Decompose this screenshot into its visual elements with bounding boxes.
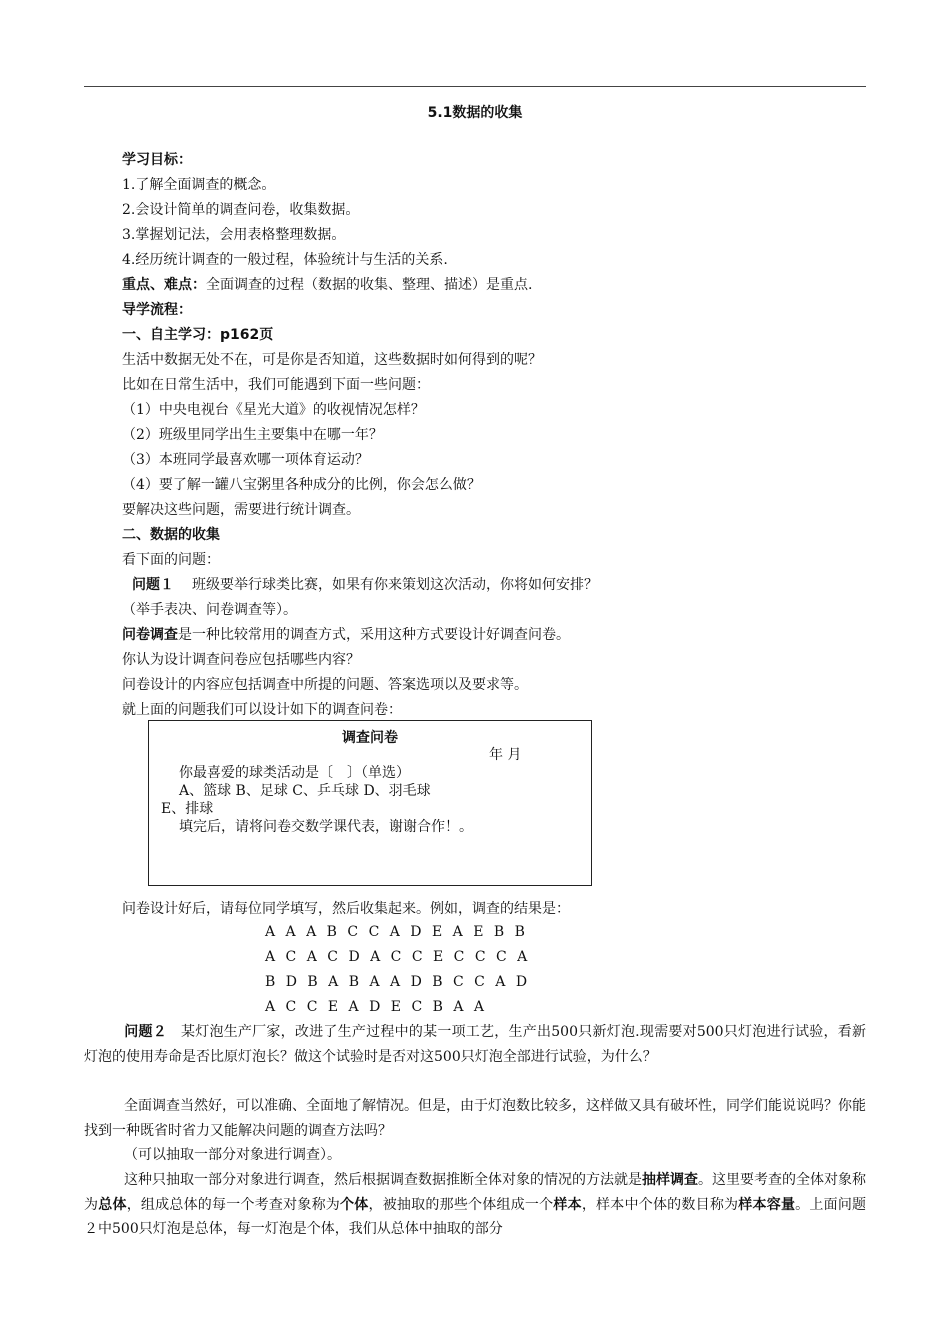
- question2-paragraph: [84, 1020, 866, 1069]
- section1-line: 要解决这些问题，需要进行统计调查。: [122, 502, 360, 518]
- survey-box-options: A、篮球 B、足球 C、乒乓球 D、羽毛球: [179, 783, 431, 799]
- survey-definition: 是一种比较常用的调查方式，采用这种方式要设计好调查问卷。: [178, 627, 570, 643]
- objectives-heading: 学习目标：: [122, 152, 192, 168]
- definition-text: ，被抽取的那些个体组成一个: [368, 1196, 554, 1213]
- header-rule: [84, 86, 866, 87]
- survey-design-line: 就上面的问题我们可以设计如下的调查问卷：: [122, 702, 402, 718]
- full-survey-text: 全面调查当然好，可以准确、全面地了解情况。但是，由于灯泡数比较多，这样做又具有破坏性，同学们能说说吗？你能找到一种既省时省力又能解决问题的调查方法吗？: [84, 1098, 866, 1139]
- result-row: B D B A B A A D B C C A D: [265, 974, 531, 990]
- definition-text: ，组成总体的每一个考查对象称为: [126, 1196, 341, 1213]
- sample-text: （可以抽取一部分对象进行调查）。: [124, 1147, 341, 1163]
- survey-ask-line: 你认为设计调查问卷应包括哪些内容？: [122, 652, 360, 668]
- survey-term: 问卷调查: [122, 627, 178, 643]
- definition-text: 。上面问题２中500只灯泡是总体，每一灯泡是个体，我们从总体中抽取的部分: [84, 1196, 867, 1237]
- section2-heading: 二、数据的收集: [122, 527, 220, 543]
- flow-heading: 导学流程：: [122, 302, 192, 318]
- question2-label: 问题２: [124, 1024, 167, 1040]
- objective-item: 4.经历统计调查的一般过程，体验统计与生活的关系.: [122, 252, 448, 268]
- section1-line: （2）班级里同学出生主要集中在哪一年？: [122, 427, 383, 443]
- page-title: 5.1数据的收集: [427, 105, 523, 121]
- survey-answer-line: 问卷设计的内容应包括调查中所提的问题、答案选项以及要求等。: [122, 677, 528, 693]
- survey-box-question: 你最喜爱的球类活动是〔 〕（单选）: [179, 765, 410, 781]
- definition-text: 这种只抽取一部分对象进行调查，然后根据调查数据推断全体对象的情况的方法就是: [124, 1172, 642, 1188]
- section1-line: 比如在日常生活中，我们可能遇到下面一些问题：: [122, 377, 430, 393]
- key-points-line: [122, 275, 532, 295]
- survey-box-title: 调查问卷: [342, 730, 398, 746]
- question2-text: 某灯泡生产厂家，改进了生产过程中的某一项工艺，生产出500只新灯泡.现需要对500只灯泡进行试验，看新灯泡的使用寿命是否比原灯泡长？做这个试验时是否对这500只灯泡全部进行试验，为什么？: [84, 1024, 866, 1065]
- objective-item: 1.了解全面调查的概念。: [122, 177, 276, 193]
- objective-item: 3.掌握划记法，会用表格整理数据。: [122, 227, 346, 243]
- term-sample: 样本: [553, 1196, 582, 1213]
- section1-heading: 一、自主学习：p162页: [122, 327, 274, 343]
- survey-box: [148, 720, 592, 886]
- term-individual: 个体: [340, 1196, 369, 1213]
- key-points-label: 重点、难点：: [122, 277, 206, 293]
- survey-box-thanks: 填完后，请将问卷交数学课代表，谢谢合作！。: [179, 819, 473, 835]
- objective-item: 2.会设计简单的调查问卷，收集数据。: [122, 202, 360, 218]
- term-sampling-survey: 抽样调查: [642, 1172, 698, 1188]
- term-population: 总体: [98, 1196, 127, 1213]
- result-row: A C C E A D E C B A A: [265, 999, 488, 1015]
- survey-definition-line: [122, 625, 570, 645]
- key-points-text: 全面调查的过程（数据的收集、整理、描述）是重点.: [206, 277, 533, 293]
- definition-paragraph: [84, 1168, 866, 1242]
- result-row: A C A C D A C C E C C C A: [265, 949, 531, 965]
- section1-line: （1）中央电视台《星光大道》的收视情况怎样？: [122, 402, 425, 418]
- results-intro: 问卷设计好后，请每位同学填写，然后收集起来。例如，调查的结果是：: [122, 901, 570, 917]
- section1-line: （3）本班同学最喜欢哪一项体育运动？: [122, 452, 369, 468]
- result-row: A A A B C C A D E A E B B: [265, 924, 528, 940]
- section2-intro: 看下面的问题：: [122, 552, 220, 568]
- section1-line: （4）要了解一罐八宝粥里各种成分的比例，你会怎么做？: [122, 477, 481, 493]
- question1-line: [122, 575, 598, 595]
- term-sample-size: 样本容量: [738, 1196, 796, 1213]
- question1-text: 班级要举行球类比赛，如果有你来策划这次活动，你将如何安排？: [192, 577, 598, 593]
- full-survey-paragraph: [84, 1094, 866, 1143]
- survey-box-date: 年 月: [489, 747, 522, 763]
- question1-answer: （举手表决、问卷调查等）。: [122, 602, 297, 618]
- survey-box-option-e: E、排球: [161, 801, 214, 817]
- sample-paragraph: [84, 1143, 866, 1168]
- definition-text: 。这里要考查的全体对象称为: [84, 1172, 866, 1213]
- question1-label: 问题１: [132, 577, 174, 593]
- definition-text: ，样本中个体的数目称为: [581, 1196, 739, 1213]
- section1-line: 生活中数据无处不在，可是你是否知道，这些数据时如何得到的呢？: [122, 352, 542, 368]
